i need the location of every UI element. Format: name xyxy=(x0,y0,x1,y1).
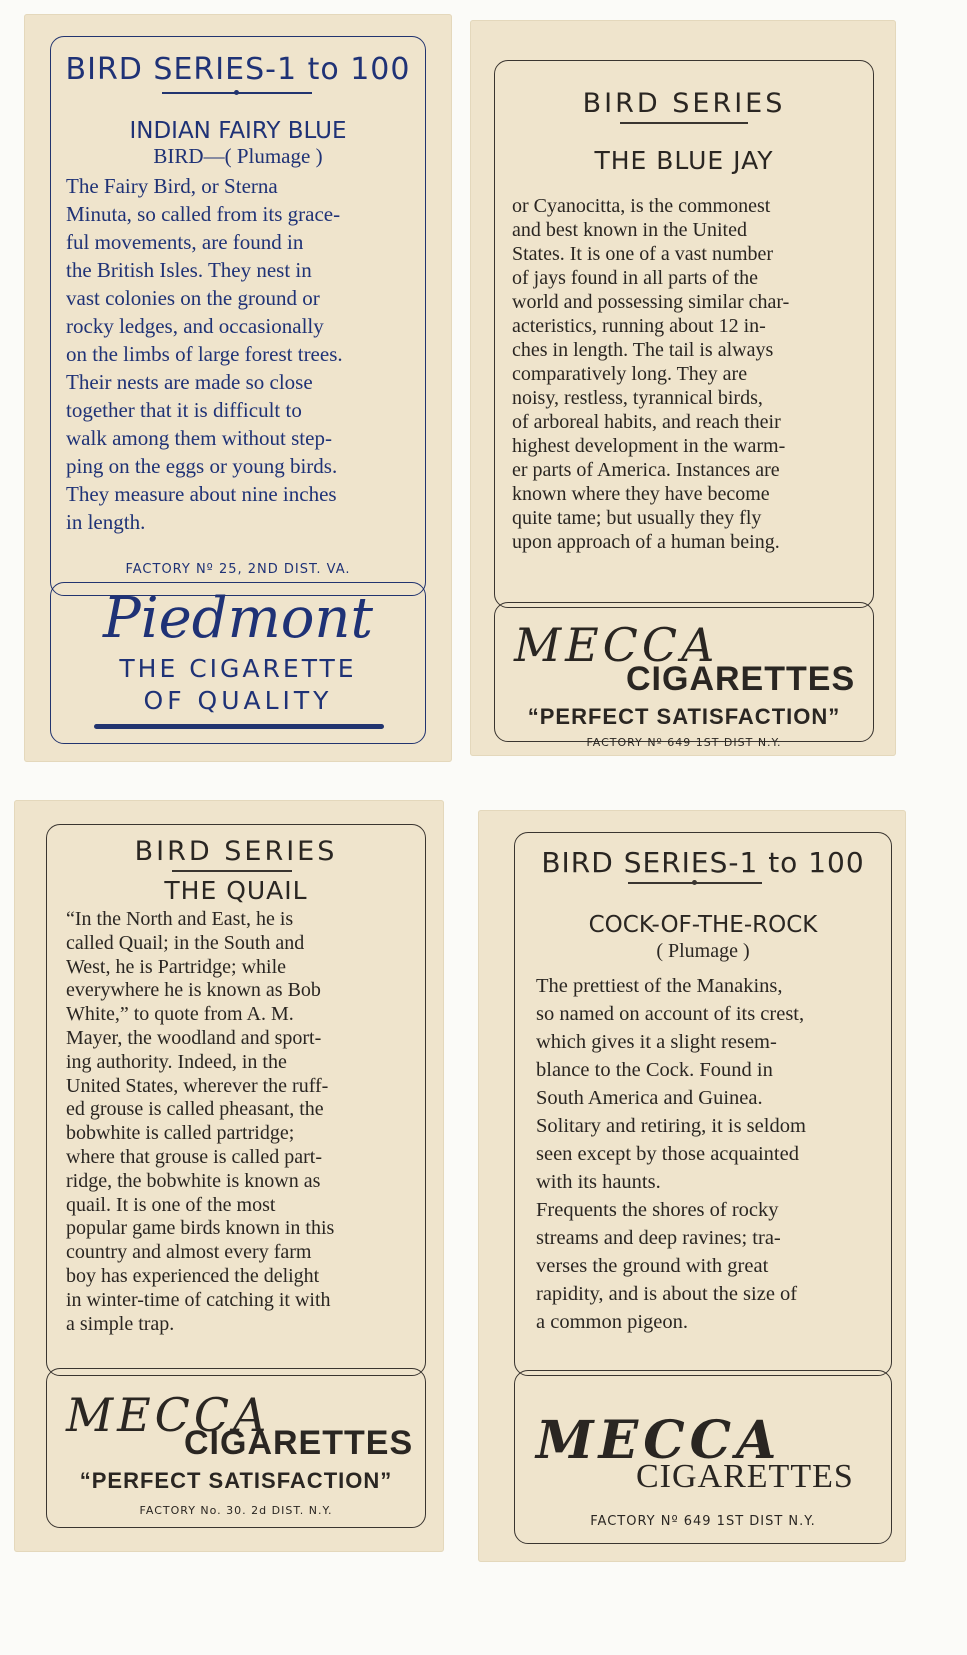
body-line: Frequents the shores of rocky xyxy=(536,1199,779,1221)
series-title: BIRD SERIES xyxy=(582,88,786,119)
body-line: Minuta, so called from its grace- xyxy=(66,202,341,226)
series-title: BIRD SERIES-1 to 100 xyxy=(65,52,411,87)
card-piedmont xyxy=(24,14,452,762)
body-line: everywhere he is known as Bob xyxy=(66,979,321,1002)
bird-title: THE BLUE JAY xyxy=(594,146,774,175)
card-body xyxy=(66,172,412,536)
factory-line: FACTORY Nº 649 1ST DIST N.Y. xyxy=(586,736,782,749)
body-line: on the limbs of large forest trees. xyxy=(66,342,343,366)
body-line: known where they have become xyxy=(512,483,770,505)
tagline-line-1: THE CIGARETTE xyxy=(119,654,357,683)
body-line: popular game birds known in this xyxy=(66,1217,335,1240)
body-line: in length. xyxy=(66,510,146,534)
body-line: or Cyanocitta, is the commonest xyxy=(512,195,771,217)
series-title: BIRD SERIES xyxy=(134,836,338,867)
body-line: bobwhite is called partridge; xyxy=(66,1122,295,1145)
body-line: Their nests are made so close xyxy=(66,370,313,394)
body-line: vast colonies on the ground or xyxy=(66,286,320,310)
body-line: ing authority. Indeed, in the xyxy=(66,1050,287,1073)
bird-title: INDIAN FAIRY BLUE xyxy=(129,118,347,144)
body-line: highest development in the warm- xyxy=(512,435,786,457)
body-line: seen except by those acquainted xyxy=(536,1143,799,1165)
title-rule-dot xyxy=(692,880,697,885)
body-line: together that it is difficult to xyxy=(66,398,302,422)
body-line: rocky ledges, and occasionally xyxy=(66,314,324,338)
body-line: world and possessing similar char- xyxy=(512,291,790,313)
title-rule-dot xyxy=(234,90,239,95)
body-line: West, he is Partridge; while xyxy=(66,955,287,978)
card-body xyxy=(66,908,422,1336)
body-line: verses the ground with great xyxy=(536,1255,769,1277)
brand-name: CIGARETTES xyxy=(636,1458,854,1495)
body-line: in winter-time of catching it with xyxy=(66,1288,331,1311)
body-line: noisy, restless, tyrannical birds, xyxy=(512,387,763,409)
bird-title-line-2: BIRD—( Plumage ) xyxy=(153,144,323,168)
tagline: “PERFECT SATISFACTION” xyxy=(527,704,841,729)
body-line: rapidity, and is about the size of xyxy=(536,1283,798,1305)
body-line: ed grouse is called pheasant, the xyxy=(66,1098,324,1121)
tagline-line-2: OF QUALITY xyxy=(143,686,333,715)
bird-title: COCK-OF-THE-ROCK xyxy=(588,912,818,938)
body-line: walk among them without step- xyxy=(66,426,332,450)
body-line: The prettiest of the Manakins, xyxy=(536,975,783,997)
body-line: They measure about nine inches xyxy=(66,482,337,506)
body-line: of arboreal habits, and reach their xyxy=(512,411,781,433)
body-line: ches in length. The tail is always xyxy=(512,339,774,361)
body-line: upon approach of a human being. xyxy=(512,531,780,553)
body-line: United States, wherever the ruff- xyxy=(66,1074,329,1097)
card-blue-jay xyxy=(470,20,896,756)
body-line: White,” to quote from A. M. xyxy=(66,1003,294,1026)
tagline: “PERFECT SATISFACTION” xyxy=(79,1468,393,1493)
body-line: Mayer, the woodland and sport- xyxy=(66,1026,322,1049)
body-line: a common pigeon. xyxy=(536,1311,689,1333)
body-line: Solitary and retiring, it is seldom xyxy=(536,1115,806,1137)
card-body xyxy=(536,972,888,1336)
body-line: “In the North and East, he is xyxy=(66,908,294,930)
body-line: quite tame; but usually they fly xyxy=(512,507,762,529)
body-line: streams and deep ravines; tra- xyxy=(536,1227,781,1249)
card-cock-of-the-rock xyxy=(478,810,906,1562)
body-line: boy has experienced the delight xyxy=(66,1264,320,1287)
body-line: a simple trap. xyxy=(66,1312,175,1335)
body-line: South America and Guinea. xyxy=(536,1087,763,1109)
factory-line: FACTORY Nº 25, 2ND DIST. VA. xyxy=(125,562,351,577)
body-line: The Fairy Bird, or Sterna xyxy=(66,174,278,198)
body-line: quail. It is one of the most xyxy=(66,1193,276,1216)
body-line: of jays found in all parts of the xyxy=(512,267,759,289)
card-body xyxy=(512,194,862,554)
body-line: acteristics, running about 12 in- xyxy=(512,315,766,337)
body-line: er parts of America. Instances are xyxy=(512,459,780,481)
title-rule xyxy=(172,870,292,872)
brand-logo: MECCA xyxy=(66,1388,271,1442)
brand-name: CIGARETTES xyxy=(184,1424,414,1462)
bird-title: THE QUAIL xyxy=(164,876,308,905)
brand-logo: MECCA xyxy=(514,618,719,672)
series-title: BIRD SERIES-1 to 100 xyxy=(541,846,865,879)
card-quail xyxy=(14,800,444,1552)
body-line: and best known in the United xyxy=(512,219,747,241)
body-line: the British Isles. They nest in xyxy=(66,258,312,282)
body-line: where that grouse is called part- xyxy=(66,1145,323,1168)
body-line: which gives it a slight resem- xyxy=(536,1031,777,1053)
body-line: ridge, the bobwhite is known as xyxy=(66,1169,321,1192)
body-line: so named on account of its crest, xyxy=(536,1003,805,1025)
brand-name: CIGARETTES xyxy=(626,660,856,698)
bottom-arrow-rule xyxy=(94,724,384,729)
brand-logo: Piedmont xyxy=(103,586,373,651)
title-rule xyxy=(620,122,748,124)
body-line: country and almost every farm xyxy=(66,1241,312,1264)
body-line: States. It is one of a vast number xyxy=(512,243,774,265)
factory-line: FACTORY No. 30. 2d DIST. N.Y. xyxy=(139,1504,333,1517)
brand-logo: MECCA xyxy=(536,1410,782,1471)
body-line: with its haunts. xyxy=(536,1171,661,1193)
body-line: comparatively long. They are xyxy=(512,363,748,385)
bird-subtitle: ( Plumage ) xyxy=(656,940,750,962)
body-line: ful movements, are found in xyxy=(66,230,304,254)
body-line: called Quail; in the South and xyxy=(66,931,305,954)
body-line: ping on the eggs or young birds. xyxy=(66,454,338,478)
body-line: blance to the Cock. Found in xyxy=(536,1059,773,1081)
factory-line: FACTORY Nº 649 1ST DIST N.Y. xyxy=(590,1514,816,1529)
